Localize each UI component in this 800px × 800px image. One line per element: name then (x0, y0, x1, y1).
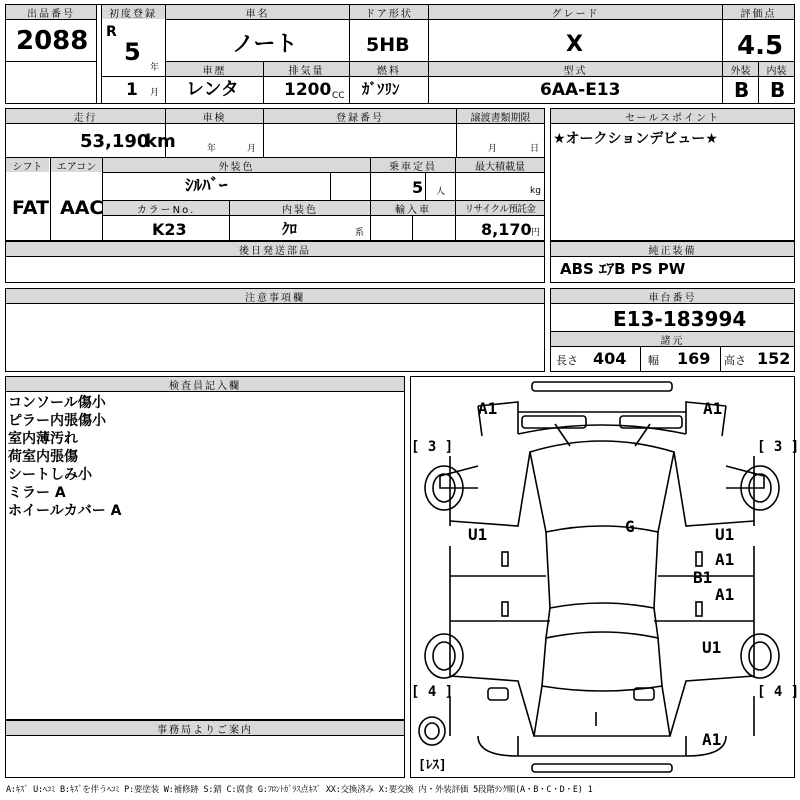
transfer-month-unit: 月 (488, 144, 498, 154)
cc-unit: CC (332, 91, 345, 101)
inspection-label: 車検 (166, 109, 263, 123)
mileage-label: 走行 (6, 109, 165, 123)
inspector-note: ピラー内張傷小 (8, 413, 106, 429)
color-number-label: カラーNo. (103, 201, 229, 215)
inspector-label: 検査員記入欄 (6, 377, 404, 391)
era: R (106, 24, 117, 40)
damage-a1-right-rear: A1 (715, 585, 735, 604)
inspector-note: コンソール傷小 (8, 395, 106, 411)
year-unit: 年 (150, 63, 160, 73)
transfer-deadline-label: 譲渡書類期限 (457, 109, 544, 123)
damage-a1-front-right: A1 (703, 399, 723, 418)
damage-u1-right: U1 (715, 525, 735, 544)
capacity-label: 乗車定員 (371, 158, 455, 172)
aircon-label: エアコン (51, 158, 102, 172)
car-name: ノート (232, 32, 298, 57)
aircon: AAC (60, 197, 104, 219)
damage-u1-left: U1 (468, 525, 488, 544)
mileage: 53,190 (80, 131, 150, 152)
width-label: 幅 (648, 354, 659, 367)
height-label: 高さ (724, 354, 746, 367)
first-registration-label: 初度登録 (101, 5, 165, 19)
model-code: 6AA-E13 (540, 80, 621, 100)
selling-point-text: ★オークションデビュー★ (553, 131, 718, 147)
inspection-year-unit: 年 (207, 144, 217, 154)
spare-tire-less: [ﾚｽ] (418, 758, 447, 773)
fuel: ｶﾞｿﾘﾝ (362, 80, 400, 98)
registration-month: 1 (126, 80, 138, 100)
door-type-label: ドア形状 (350, 5, 428, 19)
tire-rear-right: [ 4 ] (757, 684, 800, 700)
inspection-month-unit: 月 (247, 144, 257, 154)
exterior-grade: B (734, 78, 750, 102)
displacement: 1200 (284, 80, 332, 100)
selling-points-label: セールスポイント (551, 109, 794, 123)
damage-b1: B1 (693, 568, 713, 587)
registration-number-label: 登録番号 (264, 109, 456, 123)
damage-u1-rear: U1 (702, 638, 722, 657)
lot-number: 2088 (16, 26, 89, 56)
recycle-unit: 円 (531, 228, 541, 238)
inspector-note: シートしみ小 (8, 467, 92, 483)
width: 169 (677, 349, 711, 368)
damage-a1-right-door: A1 (715, 550, 735, 569)
damage-a1-rear: A1 (702, 730, 722, 749)
damage-glass: G (625, 517, 635, 536)
length-label: 長さ (556, 354, 578, 367)
exterior-color-label: 外装色 (103, 158, 370, 172)
max-load-label: 最大積載量 (456, 158, 544, 172)
import-label: 輸入車 (371, 201, 455, 215)
vehicle-history: レンタ (186, 79, 239, 100)
grade-label: グレード (429, 5, 722, 19)
height: 152 (757, 349, 791, 368)
notes-label: 注意事項欄 (6, 289, 544, 303)
history-label: 車歴 (166, 62, 263, 76)
inspector-notes-list (8, 394, 121, 520)
capacity: 5 (412, 178, 424, 197)
registration-year: 5 (124, 38, 141, 66)
legend: A:ｷｽﾞ U:ﾍｺﾐ B:ｷｽﾞを伴うﾍｺﾐ P:要塗装 W:補修跡 S:錆 C:腐食 G:ﾌﾛﾝﾄｶﾞﾗｽ点ｷｽﾞ XX:交換済み X:要交換 内・外装評価 5段階ﾗﾝｸ順(A・B・C・D・E) 1 (6, 785, 593, 795)
interior-grade: B (770, 78, 786, 102)
door-type: 5HB (366, 34, 410, 56)
grade: X (566, 32, 583, 57)
exterior-grade-label: 外装 (723, 62, 758, 76)
tire-rear-left: [ 4 ] (411, 684, 454, 700)
damage-a1-front-left: A1 (478, 399, 498, 418)
interior-color: ｸﾛ (282, 220, 298, 238)
inspector-note: 荷室内張傷 (8, 449, 78, 465)
shift-label: シフト (6, 158, 49, 172)
interior-color-label: 内装色 (230, 201, 370, 215)
interior-grade-label: 内装 (759, 62, 794, 76)
tire-front-left: [ 3 ] (411, 439, 454, 455)
displacement-label: 排気量 (264, 62, 349, 76)
car-name-label: 車名 (166, 5, 349, 19)
inspector-note: ホイールカバー A (8, 503, 122, 519)
office-label: 事務局よりご案内 (6, 721, 404, 735)
inspector-note: 室内薄汚れ (8, 431, 78, 447)
car-outline-diagram (410, 376, 795, 778)
fuel-label: 燃料 (350, 62, 428, 76)
recycle-deposit: 8,170 (481, 220, 532, 239)
lot-label: 出品番号 (6, 5, 96, 19)
equipment-list: ABS ｴｱB PS PW (560, 260, 686, 278)
later-parts-label: 後日発送部品 (6, 242, 544, 256)
length: 404 (593, 349, 627, 368)
color-number: K23 (152, 220, 187, 239)
chassis-number: E13-183994 (613, 307, 747, 331)
selling-points-section (550, 108, 795, 241)
score-label: 評価点 (723, 5, 794, 19)
tire-front-right: [ 3 ] (757, 439, 800, 455)
transfer-day-unit: 日 (530, 144, 540, 154)
model-label: 型式 (429, 62, 722, 76)
interior-color-unit: 系 (355, 228, 365, 238)
details-section (5, 108, 545, 241)
month-unit: 月 (150, 88, 160, 98)
capacity-unit: 人 (436, 187, 446, 197)
shift: FAT (12, 197, 49, 219)
chassis-label: 車台番号 (551, 289, 794, 303)
load-unit: kg (530, 186, 541, 196)
mileage-unit: km (145, 131, 176, 152)
equipment-label: 純正装備 (551, 242, 794, 256)
recycle-deposit-label: リサイクル預託金 (456, 201, 544, 215)
specs-label: 諸元 (551, 332, 794, 346)
score: 4.5 (737, 31, 784, 61)
exterior-color: ｼﾙﾊﾞｰ (185, 176, 228, 196)
inspector-note: ミラー A (8, 485, 66, 501)
